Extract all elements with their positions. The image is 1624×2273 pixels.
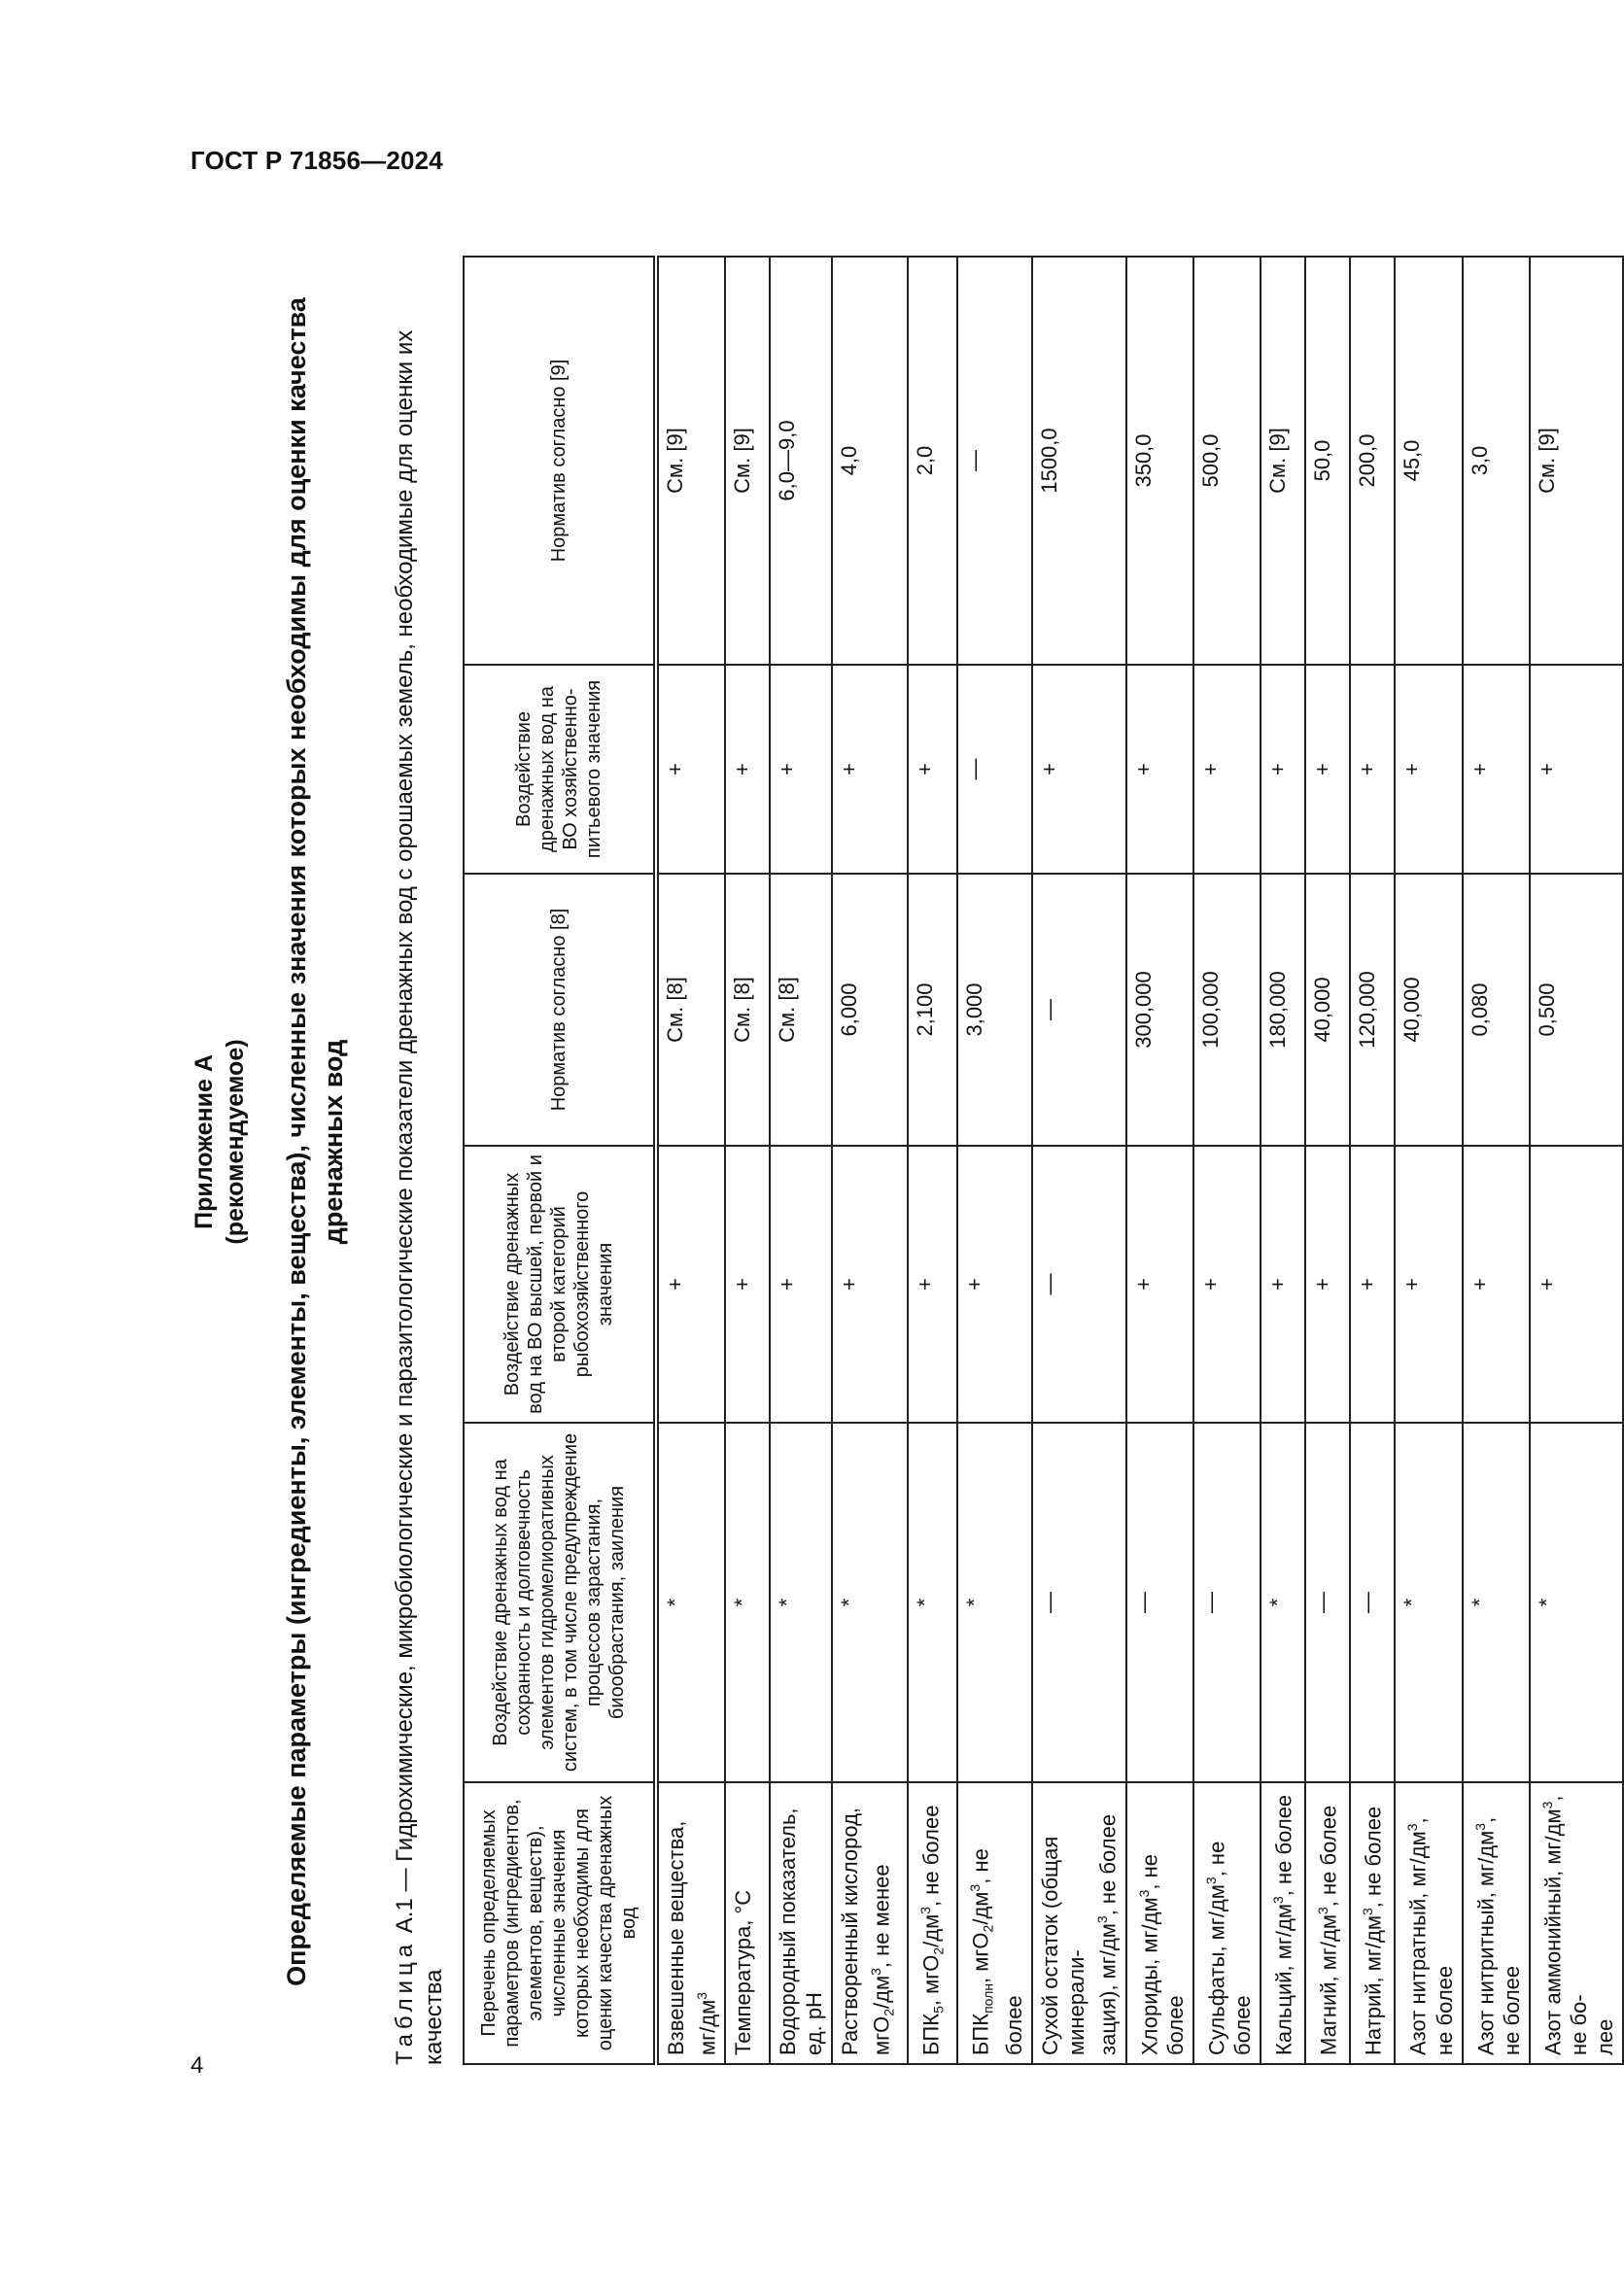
appendix-title: Приложение А xyxy=(190,1054,218,1229)
rotated-content xyxy=(189,219,1618,2065)
systems-impact: * xyxy=(1395,1423,1462,1782)
table-row xyxy=(1193,257,1261,2064)
table-row xyxy=(725,257,770,2064)
param-name: Сульфаты, $мг/дм^3$, не более xyxy=(1193,1782,1261,2064)
norm-8: 180,000 xyxy=(1261,874,1305,1146)
norm-8: 40,000 xyxy=(1395,874,1462,1146)
header-systems-impact: Воздействие дренажных вод на сохранность и долговечность элементов гидромелиоративных систем, в том числе предупреждение процессов зарастания, биообрастания, заиления xyxy=(464,1423,656,1782)
systems-impact: * xyxy=(1463,1423,1530,1782)
fishery-impact: + xyxy=(1126,1146,1193,1423)
param-name: $БПК_5$, $мгО_2/дм^3$, не более xyxy=(908,1782,957,2064)
systems-impact: * xyxy=(656,1423,725,1782)
drinking-impact: + xyxy=(1530,665,1623,874)
norm-8: 300,000 xyxy=(1126,874,1193,1146)
table-row xyxy=(770,257,832,2064)
table-row xyxy=(1261,257,1305,2064)
fishery-impact: + xyxy=(1395,1146,1462,1423)
table-row xyxy=(1305,257,1350,2064)
fishery-impact: + xyxy=(1350,1146,1395,1423)
drinking-impact: + xyxy=(1395,665,1462,874)
table-row xyxy=(1530,257,1623,2064)
fishery-impact: — xyxy=(1032,1146,1125,1423)
norm-9: См. [9] xyxy=(656,257,725,665)
quality-parameters-table xyxy=(463,256,1624,2065)
norm-8: См. [8] xyxy=(725,874,770,1146)
systems-impact: — xyxy=(1126,1423,1193,1782)
norm-8: 120,000 xyxy=(1350,874,1395,1146)
norm-9: 350,0 xyxy=(1126,257,1193,665)
norm-8: См. [8] xyxy=(770,874,832,1146)
main-title-line-2: дренажных вод xyxy=(319,1039,348,1245)
norm-8: 0,080 xyxy=(1463,874,1530,1146)
norm-9: 4,0 xyxy=(832,257,908,665)
norm-8: 6,000 xyxy=(832,874,908,1146)
norm-9: 6,0—9,0 xyxy=(770,257,832,665)
norm-8: — xyxy=(1032,874,1125,1146)
fishery-impact: + xyxy=(725,1146,770,1423)
systems-impact: * xyxy=(770,1423,832,1782)
systems-impact: * xyxy=(725,1423,770,1782)
page-number: 4 xyxy=(190,2052,204,2079)
header-parameters: Перечень определяемых параметров (ингредиентов, элементов, веществ), численные значения которых необходимы для оценки качества дренажных вод xyxy=(464,1782,656,2064)
fishery-impact: + xyxy=(957,1146,1033,1423)
param-name: Растворенный кислород, $мгО_2/дм^3$, не менее xyxy=(832,1782,908,2064)
table-row xyxy=(832,257,908,2064)
norm-8: 0,500 xyxy=(1530,874,1623,1146)
param-name: Температура, °С xyxy=(725,1782,770,2064)
fishery-impact: + xyxy=(832,1146,908,1423)
caption-prefix: Таблица xyxy=(392,1939,418,2065)
norm-9: 200,0 xyxy=(1350,257,1395,665)
table-header-row xyxy=(464,257,656,2064)
systems-impact: — xyxy=(1305,1423,1350,1782)
drinking-impact: + xyxy=(1261,665,1305,874)
param-name: $БПК_{полн}$, $мгО_2/дм^3$, не более xyxy=(957,1782,1033,2064)
drinking-impact: + xyxy=(1126,665,1193,874)
norm-9: 500,0 xyxy=(1193,257,1261,665)
document-code: ГОСТ Р 71856—2024 xyxy=(190,146,443,175)
table-row xyxy=(1395,257,1462,2064)
caption-text: А.1 — Гидрохимические, микробиологические и паразитологические показатели дренажных вод с орошаемых земель, необходимые для оценки их качества xyxy=(392,329,447,2065)
systems-impact: * xyxy=(908,1423,957,1782)
param-name: Сухой остаток (общая минерали- зация), $мг/дм^3$, не более xyxy=(1032,1782,1125,2064)
norm-9: 50,0 xyxy=(1305,257,1350,665)
table-row xyxy=(1126,257,1193,2064)
appendix-heading xyxy=(189,219,251,2065)
norm-8: 100,000 xyxy=(1193,874,1261,1146)
drinking-impact: + xyxy=(656,665,725,874)
table-row xyxy=(1032,257,1125,2064)
param-name: Азот аммонийный, $мг/дм^3$, не бо- лее xyxy=(1530,1782,1623,2064)
norm-9: См. [9] xyxy=(725,257,770,665)
fishery-impact: + xyxy=(1305,1146,1350,1423)
systems-impact: — xyxy=(1193,1423,1261,1782)
fishery-impact: + xyxy=(656,1146,725,1423)
table-row xyxy=(1350,257,1395,2064)
norm-9: См. [9] xyxy=(1261,257,1305,665)
drinking-impact: — xyxy=(957,665,1033,874)
param-name: Магний, $мг/дм^3$, не более xyxy=(1305,1782,1350,2064)
systems-impact: — xyxy=(1032,1423,1125,1782)
header-drinking-impact: Воздействие дренажных вод на ВО хозяйственно-питьевого значения xyxy=(464,665,656,874)
table-row xyxy=(908,257,957,2064)
table-row xyxy=(1463,257,1530,2064)
drinking-impact: + xyxy=(1032,665,1125,874)
param-name: Хлориды, $мг/дм^3$, не более xyxy=(1126,1782,1193,2064)
header-norm-8: Норматив согласно [8] xyxy=(464,874,656,1146)
fishery-impact: + xyxy=(1463,1146,1530,1423)
main-title-line-1: Определяемые параметры (ингредиенты, элементы, вещества), численные значения которых необходимы для оценки качества xyxy=(282,297,311,1986)
drinking-impact: + xyxy=(770,665,832,874)
fishery-impact: + xyxy=(1193,1146,1261,1423)
norm-8: 2,100 xyxy=(908,874,957,1146)
table-row xyxy=(957,257,1033,2064)
param-name: Азот нитритный, $мг/дм^3$, не более xyxy=(1463,1782,1530,2064)
header-fishery-impact: Воздействие дренажных вод на ВО высшей, первой и второй категорий рыбохозяйственного значения xyxy=(464,1146,656,1423)
norm-9: 45,0 xyxy=(1395,257,1462,665)
norm-9: См. [9] xyxy=(1530,257,1623,665)
fishery-impact: + xyxy=(1261,1146,1305,1423)
drinking-impact: + xyxy=(1463,665,1530,874)
appendix-subtitle: (рекомендуемое) xyxy=(222,1039,249,1245)
norm-9: — xyxy=(957,257,1033,665)
drinking-impact: + xyxy=(725,665,770,874)
norm-9: 2,0 xyxy=(908,257,957,665)
systems-impact: — xyxy=(1350,1423,1395,1782)
main-title xyxy=(278,219,352,2065)
drinking-impact: + xyxy=(908,665,957,874)
systems-impact: * xyxy=(957,1423,1033,1782)
fishery-impact: + xyxy=(908,1146,957,1423)
table-caption xyxy=(391,228,449,2065)
drinking-impact: + xyxy=(1305,665,1350,874)
param-name: Натрий, $мг/дм^3$, не более xyxy=(1350,1782,1395,2064)
systems-impact: * xyxy=(1530,1423,1623,1782)
table-row xyxy=(656,257,725,2064)
systems-impact: * xyxy=(1261,1423,1305,1782)
param-name: Азот нитратный, $мг/дм^3$, не более xyxy=(1395,1782,1462,2064)
param-name: Кальций, $мг/дм^3$, не более xyxy=(1261,1782,1305,2064)
systems-impact: * xyxy=(832,1423,908,1782)
drinking-impact: + xyxy=(1350,665,1395,874)
norm-9: 3,0 xyxy=(1463,257,1530,665)
param-name: Взвешенные вещества, $мг/дм^3$ xyxy=(656,1782,725,2064)
drinking-impact: + xyxy=(832,665,908,874)
norm-8: 40,000 xyxy=(1305,874,1350,1146)
norm-8: 3,000 xyxy=(957,874,1033,1146)
param-name: Водородный показатель, ед. рН xyxy=(770,1782,832,2064)
header-norm-9: Норматив согласно [9] xyxy=(464,257,656,665)
fishery-impact: + xyxy=(770,1146,832,1423)
norm-9: 1500,0 xyxy=(1032,257,1125,665)
norm-8: См. [8] xyxy=(656,874,725,1146)
fishery-impact: + xyxy=(1530,1146,1623,1423)
drinking-impact: + xyxy=(1193,665,1261,874)
